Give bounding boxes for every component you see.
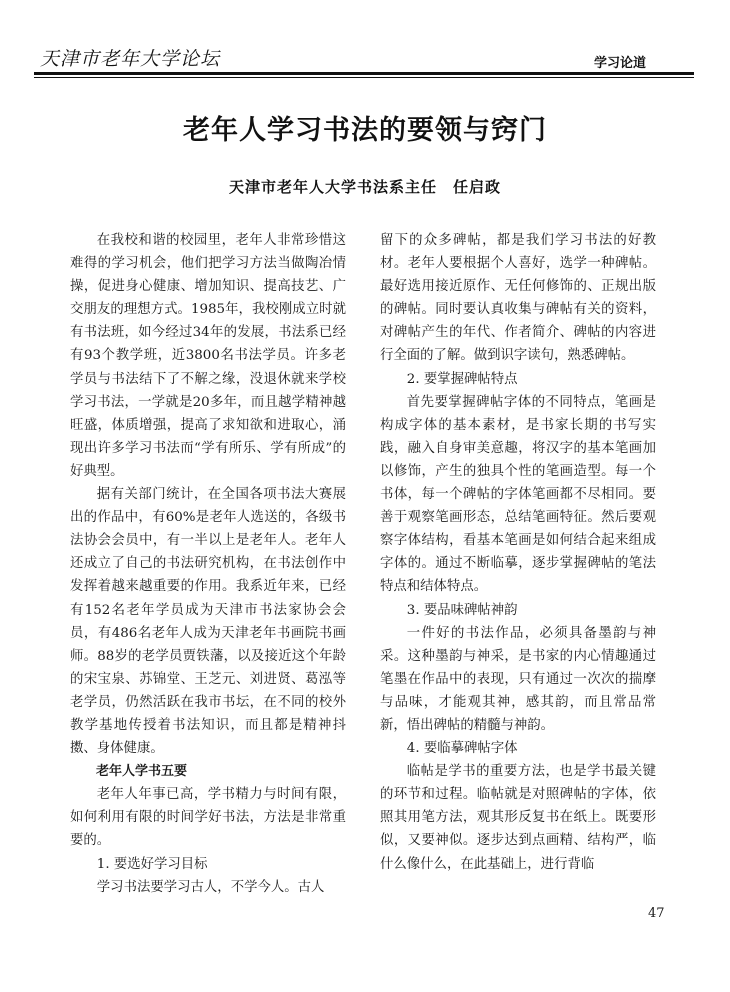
page-header <box>0 0 730 84</box>
section-name: 学习论道 <box>594 56 647 71</box>
paragraph: 临帖是学书的重要方法，也是学书最关键的环节和过程。临帖就是对照碑帖的字体，依照其用笔方法，观其形反复书在纸上。既要形似，又要神似。逐步达到点画精、结构严，临什么像什么，在此基础上，进行背临 <box>380 764 656 872</box>
subheading: 4. 要临摹碑帖字体 <box>406 741 518 757</box>
author-role: 天津市老年人大学书法系主任 <box>228 178 437 196</box>
subheading: 3. 要品味碑帖神韵 <box>406 602 518 618</box>
article-title: 老年人学习书法的要领与窍门 <box>183 115 547 146</box>
author-name: 任启政 <box>453 178 502 196</box>
paragraph: 首先要掌握碑帖字体的不同特点，笔画是构成字体的基本素材，是书家长期的书写实践，融入自身审美意趣，将汉字的基本笔画加以修饰，产生的独具个性的笔画造型。每一个书体，每一个碑帖的字体笔画都不尽相同。要善于观察笔画形态，总结笔画特征。然后要观察字体结构，看基本笔画是如何结合起来组成字体的。通过不断临摹，逐步掌握碑帖的笔法特点和结体特点。 <box>380 394 656 595</box>
journal-logo: 天津市老年大学论坛 <box>40 48 221 70</box>
paragraph: 留下的众多碑帖，都是我们学习书法的好教材。老年人要根据个人喜好，选学一种碑帖。最好选用接近原作、无任何修饰的、正规出版的碑帖。同时要认真收集与碑帖有关的资料，对碑帖产生的年代、作者简介、碑帖的内容进行全面的了解。做到识字读句，熟悉碑帖。 <box>380 233 656 364</box>
article-author <box>0 176 730 197</box>
subheading: 1. 要选好学习目标 <box>96 856 208 872</box>
header-rule-thin <box>34 77 694 78</box>
paragraph: 老年人年事已高，学书精力与时间有限，如何利用有限的时间学好书法，方法是非常重要的。 <box>70 787 346 849</box>
paragraph: 学习书法要学习古人，不学今人。古人 <box>96 879 325 895</box>
paragraph: 一件好的书法作品，必须具备墨韵与神采。这种墨韵与神采，是书家的内心情趣通过笔墨在作品中的表现，只有通过一次次的揣摩与品味，才能观其神，感其韵，而且常品常新，悟出碑帖的精髓与神韵。 <box>380 625 656 733</box>
paragraph: 据有关部门统计，在全国各项书法大赛展出的作品中，有60%是老年人选送的，各级书法协会会员中，有一半以上是老年人。老年人还成立了自己的书法研究机构，在书法创作中发挥着越来越重要的作用。我系近年来，已经有152名老年学员成为天津市书法家协会会员，有486名老年人成为天津老年书画院书画师。88岁的老学员贾铁藩，以及接近这个年龄的宋宝泉、苏锦堂、王芝元、刘进贤、葛泓等老学员，仍然活跃在我市书坛，在不同的校外教学基地传授着书法知识，而且都是精神抖擞、身体健康。 <box>70 487 346 757</box>
right-column <box>380 229 656 876</box>
left-column <box>70 229 346 899</box>
subheading: 2. 要掌握碑帖特点 <box>406 371 518 387</box>
section-heading: 老年人学书五要 <box>96 764 188 780</box>
paragraph: 在我校和谐的校园里，老年人非常珍惜这难得的学习机会，他们把学习方法当做陶冶情操，促进身心健康、增加知识、提高技艺、广交朋友的理想方式。1985年，我校刚成立时就有书法班，如今经过34年的发展，书法系已经有93个教学班，近3800名书法学员。许多老学员与书法结下了不解之缘，没退休就来学校学习书法，一学就是20多年，而且越学精神越旺盛，体质增强，提高了求知欲和进取心，涌现出许多学习书法而“学有所乐、学有所成”的好典型。 <box>70 233 346 479</box>
page-number: 47 <box>648 906 665 921</box>
header-rule-thick <box>34 72 694 75</box>
